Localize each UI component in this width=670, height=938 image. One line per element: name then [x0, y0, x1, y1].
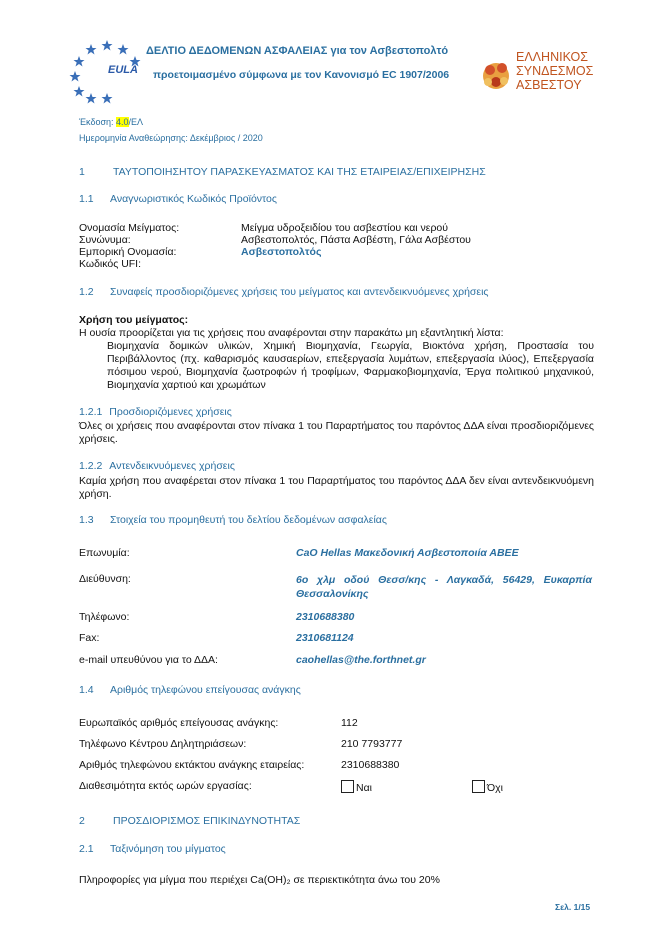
yes-checkbox[interactable]: [341, 780, 354, 793]
no-checkbox[interactable]: [472, 780, 485, 793]
eula-text: EULA: [108, 64, 138, 76]
yes-option[interactable]: Ναι: [341, 780, 372, 794]
emergency-row: Αριθμός τηλεφώνου εκτάκτου ανάγκης εταιρείας: 2310688380: [79, 759, 400, 771]
use-heading: Χρήση του μείγματος:: [79, 314, 189, 326]
ident-table: [79, 222, 599, 270]
supplier-phone: 2310688380: [296, 611, 355, 623]
emergency-row: Τηλέφωνο Κέντρου Δηλητηριάσεων: 210 7793777: [79, 738, 403, 750]
ident-row: Εμπορική Ονομασία: Ασβεστοπολτός: [79, 246, 322, 258]
use-list: Βιομηχανία δομικών υλικών, Χημική Βιομηχανία, Γεωργία, Βιοκτόνα χρήση, Προστασία του Περιβάλλοντος (πχ. καθαρισμός καυσαερίων, επεξεργασία λυμάτων, επεξεργασία ιλύος), Επεξεργασία πόσιμου νερού, Βιομηχανία ζωοτροφών ή τροφίμων, Φαρμακοβιομηχανία, Έργα πολιτικού μηχανικού, Βιομηχανία χαρτιού και χρωμάτων: [107, 340, 594, 391]
section-1-2-2-heading: 1.2.2 Αντενδεικνυόμενες χρήσεις: [79, 460, 235, 472]
section-1-3-heading: 1.3 Στοιχεία του προμηθευτή του δελτίου δεδομένων ασφαλείας: [79, 514, 387, 526]
supplier-email[interactable]: caohellas@the.forthnet.gr: [296, 654, 426, 666]
mixture-info: Πληροφορίες για μίγμα που περιέχει Ca(OH)₂ σε περιεκτικότητα άνω του 20%: [79, 874, 440, 886]
supplier-name-label: Επωνυμία:: [79, 547, 130, 559]
section-2-1-heading: 2.1 Ταξινόμηση του μίγματος: [79, 843, 226, 855]
section-1-2-1-heading: 1.2.1 Προσδιοριζόμενες χρήσεις: [79, 406, 232, 418]
flame-icon: [478, 54, 514, 94]
eula-logo: [68, 38, 146, 106]
section-1-heading: 1 ΤΑΥΤΟΠΟΙΗΣΗΤΟΥ ΠΑΡΑΣΚΕΥΑΣΜΑΤΟΣ ΚΑΙ ΤΗΣ ΕΤΑΙΡΕΙΑΣ/ΕΠΙΧΕΙΡΗΣΗΣ: [79, 166, 486, 178]
ident-row: Κωδικός UFI:: [79, 258, 142, 270]
s122-text: Καμία χρήση που αναφέρεται στον πίνακα 1 του Παραρτήματος του παρόντος ΔΔΑ δεν είναι αντενδεικνυόμενη χρήση.: [79, 475, 594, 500]
section-1-2-heading: 1.2 Συναφείς προσδιοριζόμενες χρήσεις του μείγματος και αντενδεικνυόμενες χρήσεις: [79, 286, 489, 298]
revision-date: Ημερομηνία Αναθεώρησης: Δεκέμβριος / 2020: [79, 133, 263, 143]
supplier-address-label: Διεύθυνση:: [79, 573, 131, 585]
org-logo: [478, 50, 598, 106]
ident-row: Συνώνυμα: Ασβεστοπολτός, Πάστα Ασβέστη, Γάλα Ασβέστου: [79, 234, 471, 246]
emergency-row: Ευρωπαϊκός αριθμός επείγουσας ανάγκης: 112: [79, 717, 358, 729]
supplier-phone-label: Τηλέφωνο:: [79, 611, 130, 623]
supplier-fax-label: Fax:: [79, 632, 100, 644]
s121-text: Όλες οι χρήσεις που αναφέρονται στον πίνακα 1 του Παραρτήματος του παρόντος ΔΔΑ είναι προσδιοριζόμενες χρήσεις.: [79, 420, 594, 445]
page-number: Σελ. 1/15: [555, 902, 591, 912]
use-intro: Η ουσία προορίζεται για τις χρήσεις που αναφέρονται στην παρακάτω μη εξαντλητική λίστα:: [79, 327, 504, 339]
supplier-email-label: e-mail υπευθύνου για το ΔΔΑ:: [79, 654, 218, 666]
version-line: Έκδοση: 4.0/ΕΛ: [79, 117, 144, 127]
ident-row: Ονομασία Μείγματος: Μείγμα υδροξειδίου του ασβεστίου και νερού: [79, 222, 448, 234]
section-1-4-heading: 1.4 Αριθμός τηλεφώνου επείγουσας ανάγκης: [79, 684, 301, 696]
org-name: ΕΛΛΗΝΙΚΟΣ ΣΥΝΔΕΣΜΟΣ ΑΣΒΕΣΤΟΥ: [516, 50, 594, 92]
supplier-address: 6ο χλμ οδού Θεσσ/κης - Λαγκαδά, 56429, Ευκαρπία Θεσσαλονίκης: [296, 574, 592, 600]
header-title: ΔΕΛΤΙΟ ΔΕΔΟΜΕΝΩΝ ΑΣΦΑΛΕΙΑΣ για τον Ασβεστοπολτό: [146, 45, 449, 57]
supplier-fax: 2310681124: [296, 632, 354, 644]
supplier-name: CaO Hellas Μακεδονική Ασβεστοποιία ΑΒΕΕ: [296, 547, 519, 559]
section-1-1-heading: 1.1 Αναγνωριστικός Κωδικός Προϊόντος: [79, 193, 277, 205]
header-subtitle: προετοιμασμένο σύμφωνα με τον Κανονισμό ΕC 1907/2006: [153, 69, 450, 81]
emergency-table: [79, 717, 599, 801]
availability-row: Διαθεσιμότητα εκτός ωρών εργασίας: Ναι Όχι: [79, 780, 503, 794]
no-option[interactable]: Όχι: [472, 780, 503, 794]
section-2-heading: 2 ΠΡΟΣΔΙΟΡΙΣΜΟΣ ΕΠΙΚΙΝΔΥΝΟΤΗΤΑΣ: [79, 815, 301, 827]
